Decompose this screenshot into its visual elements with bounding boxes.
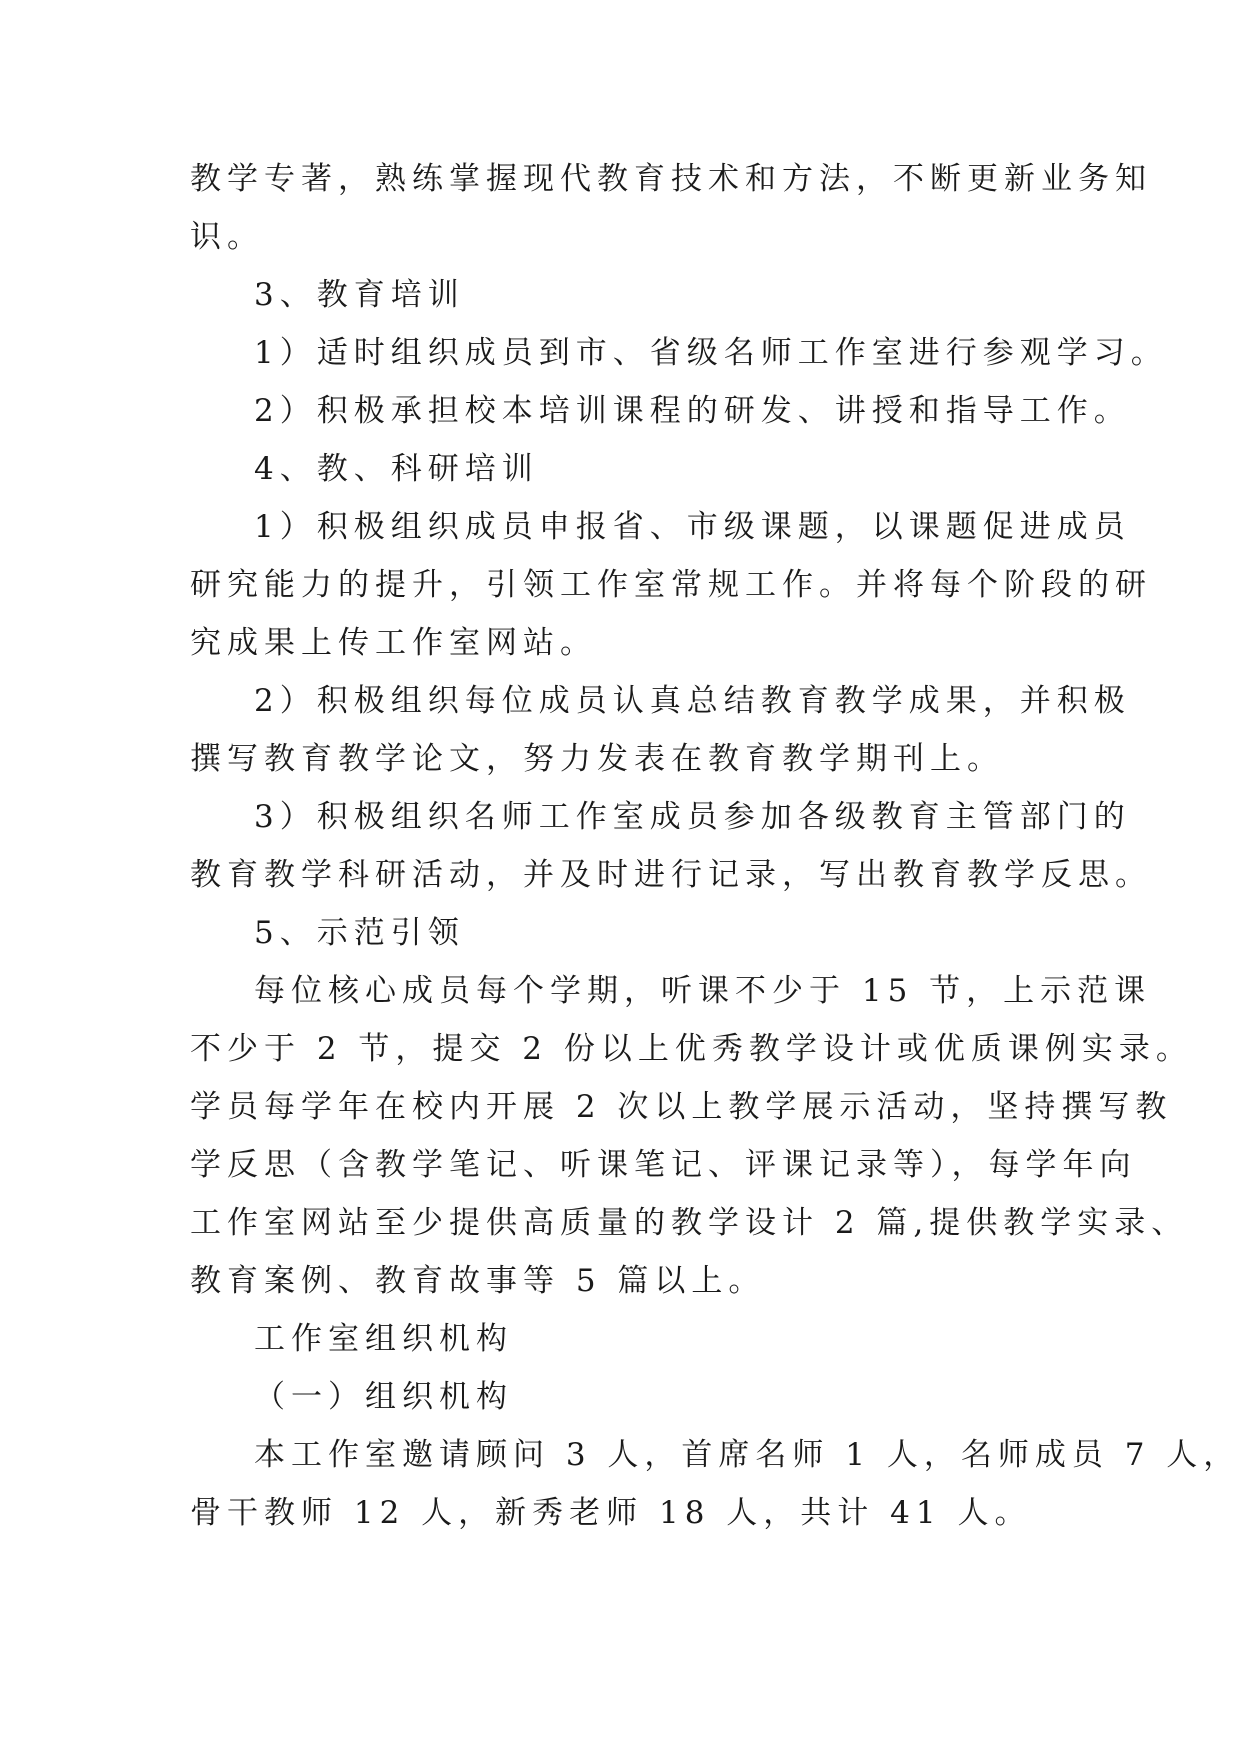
section-heading: 3、教育培训 <box>254 277 465 313</box>
text-line: 2）积极承担校本培训课程的研发、讲授和指导工作。 <box>254 393 1131 429</box>
section-heading: 4、教、科研培训 <box>254 451 539 487</box>
text-line: 工作室网站至少提供高质量的教学设计 2 篇,提供教学实录、 <box>190 1205 1189 1241</box>
text-line: 学员每学年在校内开展 2 次以上教学展示活动，坚持撰写教 <box>190 1089 1173 1125</box>
text-line: 学反思（含教学笔记、听课笔记、评课记录等），每学年向 <box>190 1147 1137 1183</box>
text-line: 1）适时组织成员到市、省级名师工作室进行参观学习。 <box>254 335 1168 371</box>
section-heading: 工作室组织机构 <box>254 1321 513 1357</box>
text-line: 1）积极组织成员申报省、市级课题，以课题促进成员 <box>254 509 1131 545</box>
text-line: 3）积极组织名师工作室成员参加各级教育主管部门的 <box>254 799 1131 835</box>
text-line: 研究能力的提升，引领工作室常规工作。并将每个阶段的研 <box>190 567 1152 603</box>
text-line: 识。 <box>190 219 264 255</box>
subsection-heading: （一）组织机构 <box>254 1379 513 1415</box>
text-line: 本工作室邀请顾问 3 人，首席名师 1 人，名师成员 7 人， <box>254 1437 1241 1473</box>
text-line: 教育教学科研活动，并及时进行记录，写出教育教学反思。 <box>190 857 1152 893</box>
text-line: 究成果上传工作室网站。 <box>190 625 597 661</box>
text-line: 教育案例、教育故事等 5 篇以上。 <box>190 1263 766 1299</box>
text-line: 不少于 2 节，提交 2 份以上优秀教学设计或优质课例实录。 <box>190 1031 1193 1067</box>
section-heading: 5、示范引领 <box>254 915 465 951</box>
text-line: 骨干教师 12 人，新秀老师 18 人，共计 41 人。 <box>190 1495 1032 1531</box>
text-line: 2）积极组织每位成员认真总结教育教学成果，并积极 <box>254 683 1131 719</box>
text-line: 撰写教育教学论文，努力发表在教育教学期刊上。 <box>190 741 1004 777</box>
text-line: 每位核心成员每个学期，听课不少于 15 节，上示范课 <box>254 973 1152 1009</box>
text-line: 教学专著，熟练掌握现代教育技术和方法，不断更新业务知 <box>190 161 1152 197</box>
